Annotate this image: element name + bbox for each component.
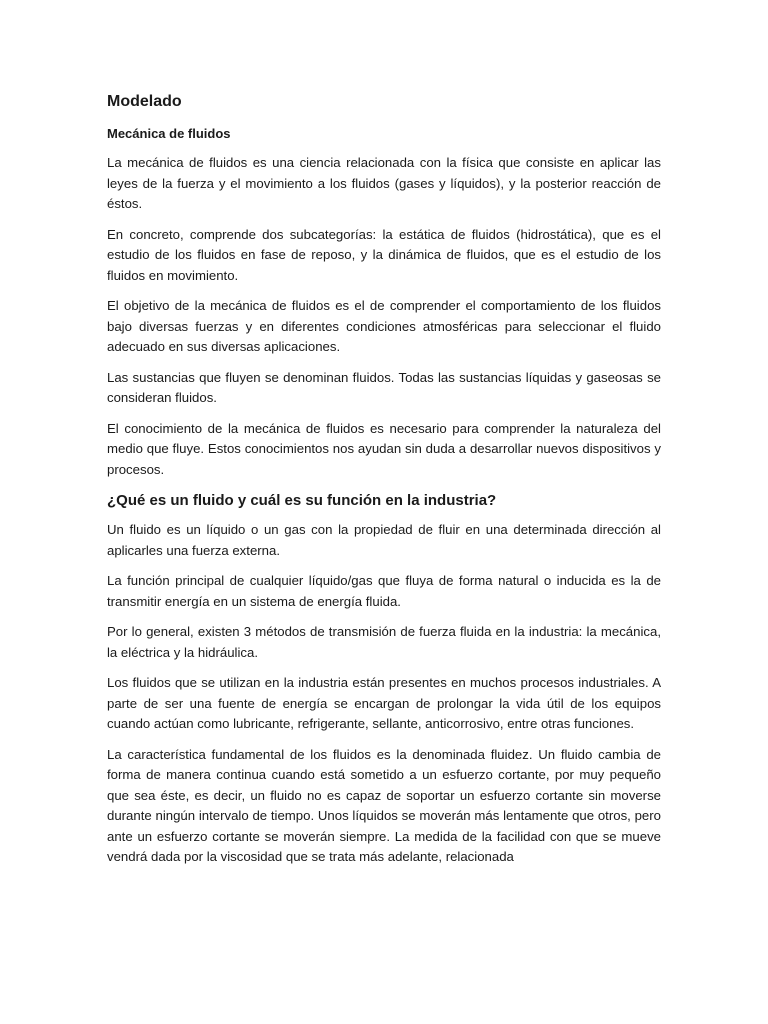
document-page [107, 90, 661, 878]
paragraph: Los fluidos que se utilizan en la industria están presentes en muchos procesos industriales. A parte de ser una fuente de energía se encargan de prolongar la vida útil de los equipos cuando actúan como lubricante, refrigerante, sellante, anticorrosivo, entre otras funciones. [107, 675, 661, 731]
paragraph: La función principal de cualquier líquido/gas que fluya de forma natural o inducida es la de transmitir energía en un sistema de energía fluida. [107, 573, 661, 609]
paragraph: Las sustancias que fluyen se denominan fluidos. Todas las sustancias líquidas y gaseosas se consideran fluidos. [107, 369, 661, 405]
paragraph: La característica fundamental de los fluidos es la denominada fluidez. Un fluido cambia de forma de manera continua cuando está sometido a un esfuerzo cortante, por muy pequeño que sea éste, es decir, un fluido no es capaz de soportar un esfuerzo cortante sin moverse durante ningún intervalo de tiempo. Unos líquidos se moverán más lentamente que otros, pero ante un esfuerzo cortante se moverán siempre. La medida de la facilidad con que se mueve vendrá dada por la viscosidad que se trata más adelante, relacionada [107, 746, 661, 864]
document-title: Modelado [107, 93, 182, 110]
paragraph: Un fluido es un líquido o un gas con la propiedad de fluir en una determinada dirección al aplicarles una fuerza externa. [107, 522, 661, 558]
paragraph: El conocimiento de la mecánica de fluidos es necesario para comprender la naturaleza del medio que fluye. Estos conocimientos nos ayudan sin duda a desarrollar nuevos dispositivos y procesos. [107, 420, 661, 477]
paragraph: En concreto, comprende dos subcategorías: la estática de fluidos (hidrostática), que es el estudio de los fluidos en fase de reposo, y la dinámica de fluidos, que es el estudio de los fluidos en movimiento. [107, 226, 661, 283]
paragraph: El objetivo de la mecánica de fluidos es el de comprender el comportamiento de los fluidos bajo diversas fuerzas y en diferentes condiciones atmosféricas para seleccionar el fluido adecuado en sus diversas aplicaciones. [107, 298, 661, 354]
document-subtitle: Mecánica de fluidos [107, 126, 231, 141]
paragraph: Por lo general, existen 3 métodos de transmisión de fuerza fluida en la industria: la mecánica, la eléctrica y la hidráulica. [107, 624, 661, 660]
paragraph: La mecánica de fluidos es una ciencia relacionada con la física que consiste en aplicar las leyes de la fuerza y el movimiento a los fluidos (gases y líquidos), y la posterior reacción de éstos. [107, 155, 661, 211]
section-heading: ¿Qué es un fluido y cuál es su función en la industria? [107, 492, 497, 509]
